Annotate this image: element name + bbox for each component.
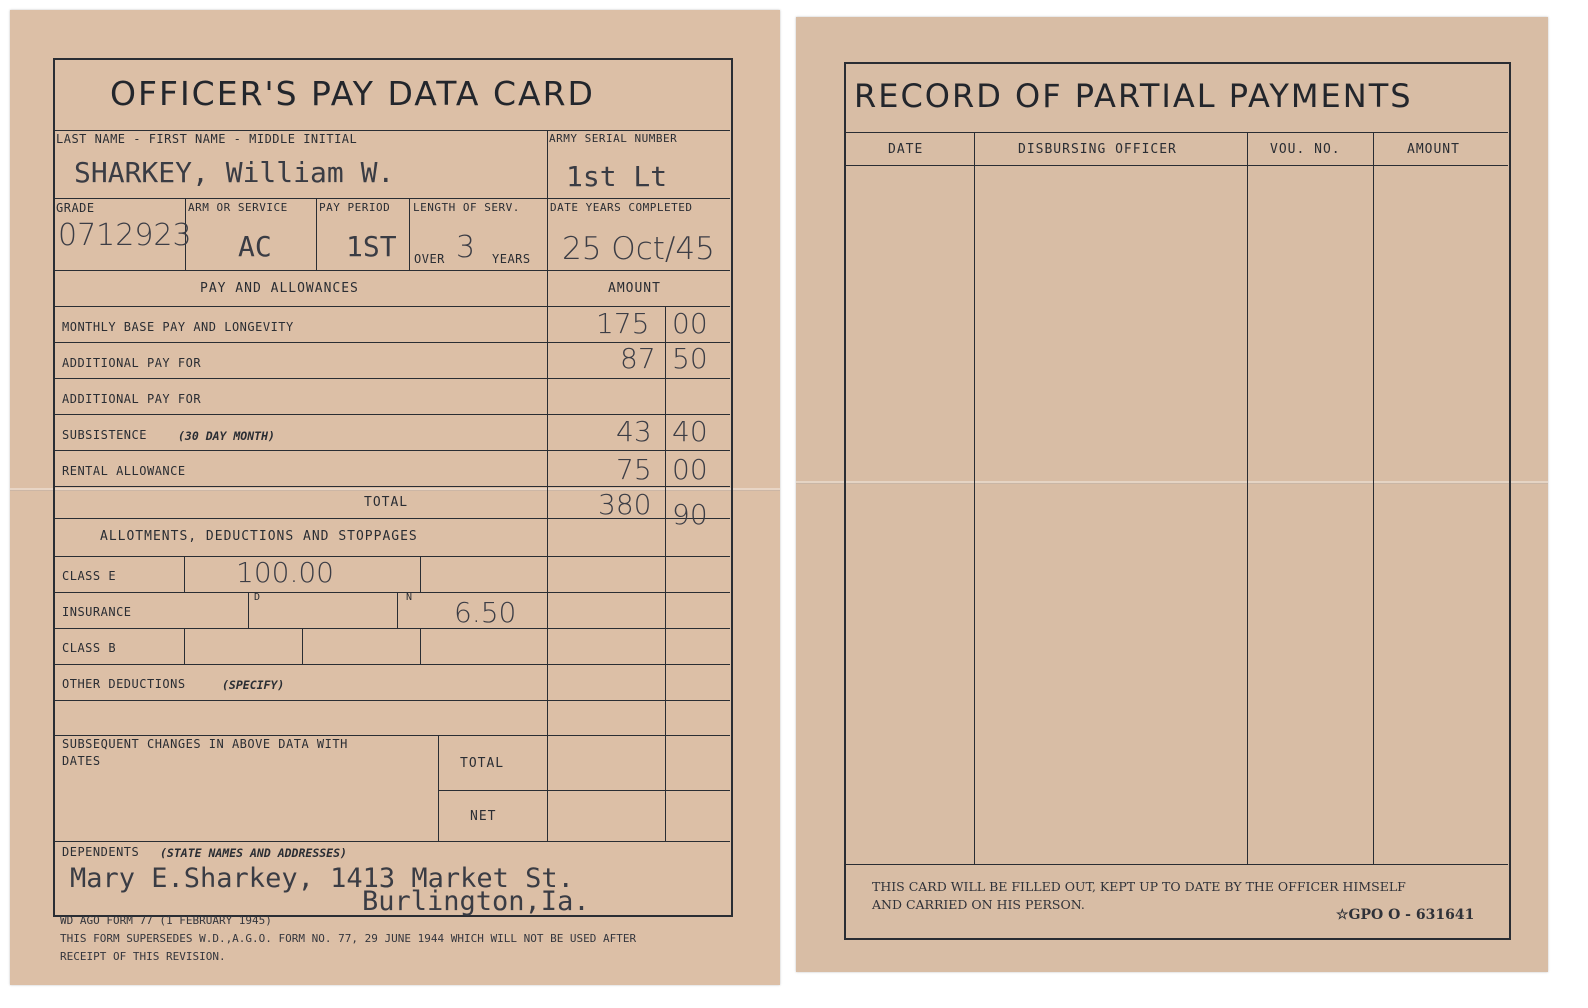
column-header-date: DATE [888, 142, 924, 157]
card-title: OFFICER'S PAY DATA CARD [110, 74, 595, 113]
pay-period-label: PAY PERIOD [319, 201, 391, 214]
date-years-label: DATE YEARS COMPLETED [550, 201, 693, 214]
other-deductions-note: (SPECIFY) [222, 678, 285, 692]
column-header-amount: AMOUNT [1407, 142, 1460, 157]
class-e-label: CLASS E [62, 569, 117, 583]
pay-row-dollars: 87 [620, 342, 656, 375]
length-value: 3 [456, 230, 476, 265]
serial-value: 1st Lt [566, 160, 668, 193]
class-b-label: CLASS B [62, 641, 117, 655]
arm-value: AC [238, 230, 272, 263]
length-label: LENGTH OF SERV. [413, 201, 520, 214]
pay-row-dollars: 75 [616, 453, 652, 486]
pay-row-label: ADDITIONAL PAY FOR [62, 392, 202, 406]
arm-label: ARM OR SERVICE [188, 201, 288, 214]
pay-row-cents: 50 [672, 342, 708, 375]
pay-row-dollars: 175 [596, 307, 650, 340]
instruction-line1: THIS CARD WILL BE FILLED OUT, KEPT UP TO DATE BY THE OFFICER HIMSELF [872, 879, 1406, 894]
total-cents: 90 [672, 498, 708, 531]
pay-row-label: MONTHLY BASE PAY AND LONGEVITY [62, 320, 294, 334]
serial-label: ARMY SERIAL NUMBER [549, 132, 678, 145]
insurance-label: INSURANCE [62, 605, 132, 619]
pay-header: PAY AND ALLOWANCES [200, 281, 359, 296]
pay-row-note: (30 DAY MONTH) [178, 429, 275, 443]
changes-label-dates: DATES [62, 754, 101, 768]
total-label: TOTAL [364, 495, 409, 510]
length-over: OVER [414, 252, 445, 266]
pay-data-card [10, 10, 780, 985]
pay-row-label: SUBSISTENCE [62, 428, 147, 442]
length-years: YEARS [492, 252, 531, 266]
name-label: LAST NAME - FIRST NAME - MIDDLE INITIAL [56, 132, 358, 146]
class-e-value: 100.00 [236, 556, 334, 589]
insurance-value: 6.50 [454, 596, 517, 629]
pay-row-cents: 00 [672, 453, 708, 486]
other-deductions-label: OTHER DEDUCTIONS [62, 677, 186, 691]
grade-value: 0712923 [58, 218, 192, 253]
dependents-line1: Mary E.Sharkey, 1413 Market St. [70, 863, 574, 894]
dependents-note: (STATE NAMES AND ADDRESSES) [160, 846, 347, 860]
pay-row-label: ADDITIONAL PAY FOR [62, 356, 202, 370]
partial-payments-card [796, 17, 1548, 972]
pay-period-value: 1ST [346, 230, 397, 263]
date-years-value: 25 Oct/45 [562, 231, 715, 267]
instruction-line2: AND CARRIED ON HIS PERSON. [872, 897, 1085, 912]
pay-row-cents: 40 [672, 415, 708, 448]
net-label: NET [470, 809, 497, 824]
footer-line1: THIS FORM SUPERSEDES W.D.,A.G.O. FORM NO. 77, 29 JUNE 1944 WHICH WILL NOT BE USED AFTER [60, 932, 637, 945]
pay-row-cents: 00 [672, 307, 708, 340]
gpo-imprint: ☆GPO O - 631641 [1336, 907, 1475, 923]
insurance-d: D [254, 592, 261, 603]
total2-label: TOTAL [460, 756, 505, 771]
changes-label: SUBSEQUENT CHANGES IN ABOVE DATA WITH [62, 737, 348, 751]
pay-row-dollars: 43 [616, 415, 652, 448]
name-value: SHARKEY, William W. [74, 156, 395, 189]
card-title: RECORD OF PARTIAL PAYMENTS [854, 77, 1413, 115]
form-id: WD AGO FORM 77 (1 FEBRUARY 1945) [60, 914, 272, 927]
pay-row-label: RENTAL ALLOWANCE [62, 464, 186, 478]
footer-line2: RECEIPT OF THIS REVISION. [60, 950, 226, 963]
grade-label: GRADE [56, 201, 95, 215]
dependents-label: DEPENDENTS [62, 845, 140, 859]
deductions-header: ALLOTMENTS, DEDUCTIONS AND STOPPAGES [100, 529, 418, 544]
column-header-disbursing-officer: DISBURSING OFFICER [1018, 142, 1177, 157]
card-frame [844, 62, 1511, 940]
total-dollars: 380 [598, 488, 652, 521]
amount-header: AMOUNT [608, 281, 661, 296]
dependents-line2: Burlington,Ia. [362, 886, 590, 917]
column-header-vou-no: VOU. NO. [1270, 142, 1341, 157]
insurance-n: N [406, 592, 413, 603]
